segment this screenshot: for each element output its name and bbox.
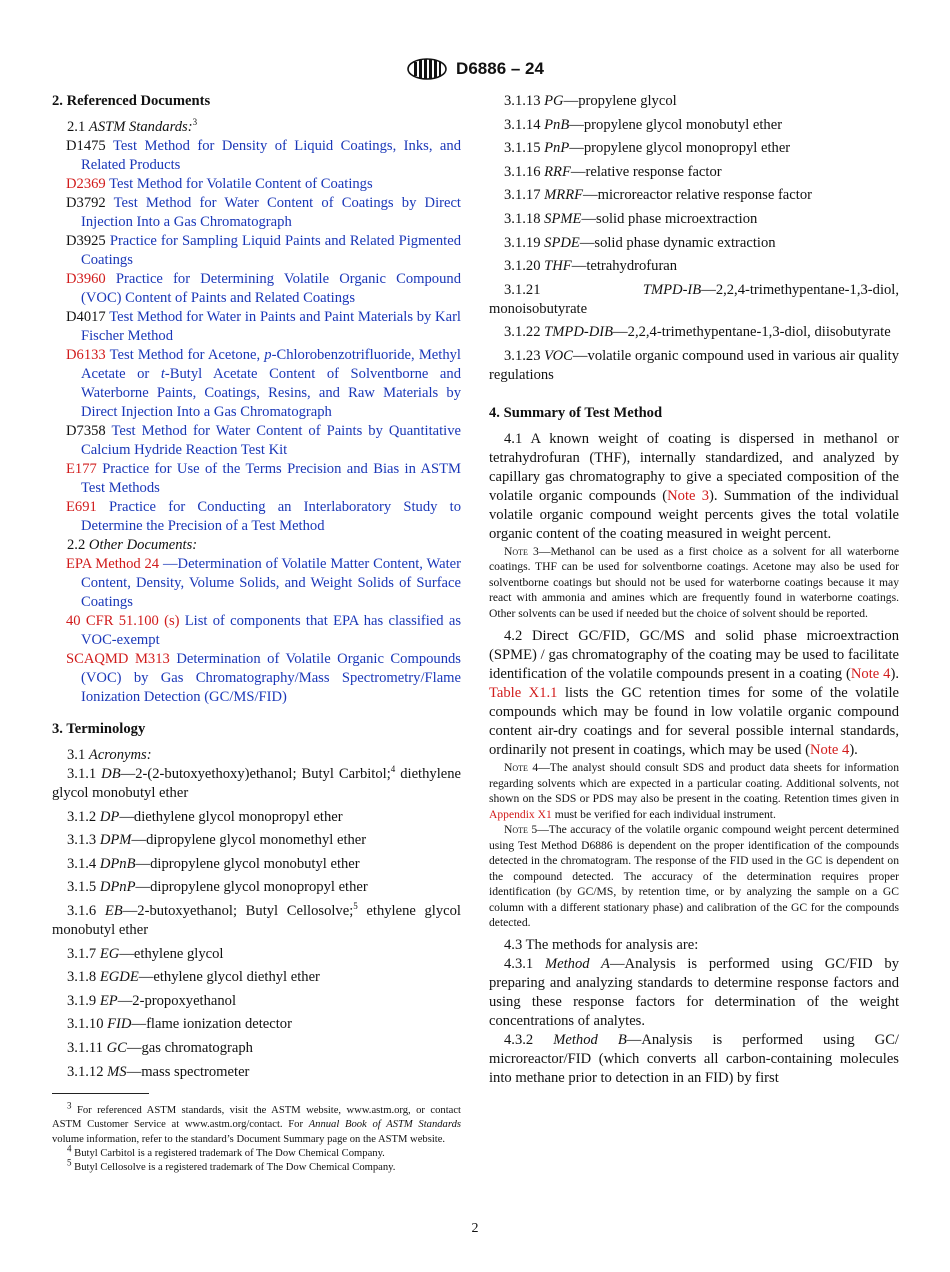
def-3-1-9: 3.1.9 EP—2-propoxyethanol — [67, 992, 237, 1009]
section-2-heading: 2. Referenced Documents — [52, 93, 211, 109]
def-3-1-2: 3.1.2 DP—diethylene glycol monopropyl ether — [67, 808, 343, 825]
section-4-heading: 4. Summary of Test Method — [489, 404, 663, 421]
left-column — [52, 92, 461, 1086]
ref-d2369 — [52, 175, 461, 194]
ref-40cfr-code-link[interactable]: 40 CFR 51.100 (s) — [66, 613, 180, 629]
ref-d1475-link[interactable]: Test Method for Density of Liquid Coatings, Inks, and Related Products — [81, 138, 461, 173]
paragraph-4-2: 4.2 Direct GC/FID, GC/MS and solid phase microextraction (SPME) / gas chromatography of the coating may be used to facilitate identification of the volatile compounds present in a coating (Note 4). Table X1.1 lists the GC retention times for some of the volatile compounds which may be found in low volatile organic compound content air-dry coatings and for several possible internal standards, ordinarily not present in coatings, which may be used (Note 4). — [489, 628, 899, 759]
ref-d7358: D7358 Test Method for Water Content of Paints by Quantitative Calcium Hydride Reaction Test Kit — [66, 423, 461, 458]
ref-40cfr — [52, 612, 461, 650]
def-3-1-11: 3.1.11 GC—gas chromatograph — [67, 1039, 253, 1056]
ref-d3925-link[interactable]: Practice for Sampling Liquid Paints and Related Pigmented Coatings — [81, 233, 462, 268]
def-3-1-21: 3.1.21 TMPD-IB—2,2,4-trimethypentane-1,3-diol, monoisobutyrate — [489, 281, 899, 317]
acronyms-intro: 3.1 Acronyms: — [67, 747, 152, 763]
section-3-heading: 3. Terminology — [52, 721, 146, 737]
def-3-1-22: 3.1.22 TMPD-DIB—2,2,4-trimethypentane-1,3-diol, diisobutyrate — [504, 324, 891, 341]
ref-scaqmd — [52, 650, 461, 707]
def-3-1-18: 3.1.18 SPME—solid phase microextraction — [504, 210, 758, 227]
def-3-1-5: 3.1.5 DPnP—dipropylene glycol monopropyl ether — [67, 879, 368, 896]
ref-e177-link[interactable]: Practice for Use of the Terms Precision and Bias in ASTM Test Methods — [81, 461, 461, 496]
page-header — [0, 58, 950, 80]
def-3-1-10: 3.1.10 FID—flame ionization detector — [67, 1016, 292, 1033]
paragraph-4-3-1: 4.3.1 Method A—Analysis is performed using GC/FID by preparing and analyzing standards to determine response factors and using these response factors for determination of the weight concentrations of analytes. — [489, 955, 899, 1029]
note-5: Note 5—The accuracy of the volatile organic compound weight percent determined using Test Method D6886 is dependent on the proper identification of the compounds detected in the chromatogram. The response of the FID used in the GC is dependent on the compound detected. The accuracy of the determination requires proper identification (by GC/MS, by retention time, or by analyzing the sample on a GC column with a different stationary phase) and calibration of the GC for the compounds detected. — [489, 823, 899, 930]
ref-e691-code-link[interactable]: E691 — [66, 499, 97, 515]
table-x1-1-link[interactable]: Table X1.1 — [489, 685, 558, 702]
ref-d3925: D3925 Practice for Sampling Liquid Paints and Related Pigmented Coatings — [66, 233, 462, 268]
def-3-1-3: 3.1.3 DPM—dipropylene glycol monomethyl ether — [67, 832, 367, 849]
ref-d3792-link[interactable]: Test Method for Water Content of Coatings by Direct Injection Into a Gas Chromatograph — [81, 195, 461, 230]
paragraph-4-3: 4.3 The methods for analysis are: — [504, 936, 699, 953]
ref-scaqmd-code-link[interactable]: SCAQMD M313 — [66, 651, 170, 667]
other-documents-intro: 2.2 Other Documents: — [67, 537, 198, 553]
footnote-4: $^4$ Butyl Carbitol is a registered trademark of The Dow Chemical Company. — [67, 1143, 385, 1159]
def-3-1-23: 3.1.23 VOC—volatile organic compound used in various air quality regulations — [489, 347, 899, 383]
def-3-1-16: 3.1.16 RRF—relative response factor — [504, 163, 722, 180]
footnote-5: $^5$ Butyl Cellosolve is a registered trademark of The Dow Chemical Company. — [67, 1157, 396, 1174]
ref-epa-code-link[interactable]: EPA Method 24 — [66, 556, 160, 572]
ref-d2369-code-link[interactable]: D2369 — [66, 176, 106, 192]
def-3-1-15: 3.1.15 PnP—propylene glycol monopropyl ether — [504, 140, 791, 157]
note-4: Note 4—The analyst should consult SDS and product data sheets for information regarding solvents which are expected in a particular coating. Additional solvents, not shown on the SDS or PDS may also be present in the coating. Retention times given in Appendix X1 must be verified for each individual instrument. — [489, 761, 899, 821]
ref-d3960-code-link[interactable]: D3960 — [66, 271, 106, 287]
ref-e177-code-link[interactable]: E177 — [66, 461, 97, 477]
ref-d3960 — [52, 270, 461, 308]
footnote-divider — [52, 1093, 149, 1094]
def-3-1-12: 3.1.12 MS—mass spectrometer — [67, 1063, 250, 1080]
def-3-1-17: 3.1.17 MRRF—microreactor relative response factor — [504, 187, 812, 204]
note-3: Note 3—Methanol can be used as a first choice as a solvent for all waterborne coatings. THF can be used for solventborne coatings. Acetone may also be used for solventborne coatings but should not be used for waterborne coatings because it may react with ammonia and amines which are frequently found in waterborne coatings. Other solvents can be used if needed but the choice of solvent should be reported. — [489, 544, 899, 620]
ref-d3792: D3792 Test Method for Water Content of Coatings by Direct Injection Into a Gas Chromatograph — [66, 195, 461, 230]
ref-d1475: D1475 Test Method for Density of Liquid Coatings, Inks, and Related Products — [66, 138, 461, 173]
note-4-link-2[interactable]: Note 4 — [809, 742, 850, 759]
def-3-1-6: 3.1.6 EB—2-butoxyethanol; Butyl Cellosolve;$^5$ ethylene glycol monobutyl ether — [52, 901, 461, 938]
ref-scaqmd-link[interactable]: Determination of Volatile Organic Compounds (VOC) by Gas Chromatography/Mass Spectrometry/Flame Ionization Detection (GC/MS/FID) — [81, 651, 461, 705]
ref-epa-link[interactable]: —Determination of Volatile Matter Content, Water Content, Density, Volume Solids, and Weight Solids of Surface Coatings — [81, 556, 461, 610]
ref-e691-link[interactable]: Practice for Conducting an Interlaboratory Study to Determine the Precision of a Test Method — [81, 499, 461, 534]
paragraph-4-1: 4.1 A known weight of coating is dispersed in methanol or tetrahydrofuran (THF), internally standardized, and analyzed by capillary gas chromatography to give a speciated composition of the volatile organic compounds (Note 3). Summation of the individual volatile organic compound weight percents gives the total volatile organic content of the coating measured in weight percent. — [489, 430, 899, 542]
note-3-link[interactable]: Note 3 — [667, 487, 710, 504]
def-3-1-14: 3.1.14 PnB—propylene glycol monobutyl ether — [504, 116, 783, 133]
ref-d6133-link[interactable]: Test Method for Acetone, p-Chlorobenzotrifluoride, Methyl Acetate or t-Butyl Acetate Content of Solventborne and Waterborne Paints, Coatings, Resins, and Raw Materials by Direct Injection Into a Gas Chromatograph — [81, 347, 461, 420]
ref-epa-method-24 — [52, 555, 461, 612]
ref-d4017: D4017 Test Method for Water in Paints and Paint Materials by Karl Fischer Method — [66, 309, 461, 344]
def-3-1-7: 3.1.7 EG—ethylene glycol — [67, 945, 224, 962]
def-3-1-19: 3.1.19 SPDE—solid phase dynamic extraction — [504, 234, 776, 251]
ref-d7358-link[interactable]: Test Method for Water Content of Paints by Quantitative Calcium Hydride Reaction Test Kit — [81, 423, 461, 458]
def-3-1-8: 3.1.8 EGDE—ethylene glycol diethyl ether — [67, 969, 320, 986]
ref-d6133 — [52, 346, 461, 422]
ref-d2369-link[interactable]: Test Method for Volatile Content of Coatings — [109, 176, 373, 192]
footnotes — [52, 1100, 461, 1175]
def-3-1-13: 3.1.13 PG—propylene glycol — [504, 93, 677, 109]
ref-e177 — [52, 460, 461, 498]
ref-d6133-code-link[interactable]: D6133 — [66, 347, 106, 363]
def-3-1-20: 3.1.20 THF—tetrahydrofuran — [504, 258, 678, 275]
paragraph-4-3-2: 4.3.2 Method B—Analysis is performed using GC/ microreactor/FID (which converts all carbon-containing molecules into methane prior to detection in an FID) by first — [489, 1031, 899, 1086]
def-3-1-1: 3.1.1 DB—2-(2-butoxyethoxy)ethanol; Butyl Carbitol;$^4$ diethylene glycol monobutyl ether — [52, 764, 462, 801]
footnote-3: $^3$ For referenced ASTM standards, visit the ASTM website, www.astm.org, or contact ASTM Customer Service at www.astm.org/contact. For Annual Book of ASTM Standards volume information, refer to the standard’s Document Summary page on the ASTM website. — [52, 1100, 461, 1145]
appendix-x1-link[interactable]: Appendix X1 — [489, 807, 552, 821]
note-4-link[interactable]: Note 4 — [850, 666, 891, 683]
document-designation: D6886 – 24 — [456, 59, 544, 78]
ref-d3960-link[interactable]: Practice for Determining Volatile Organic Compound (VOC) Content of Paints and Related Coatings — [81, 271, 461, 306]
def-3-1-4: 3.1.4 DPnB—dipropylene glycol monobutyl ether — [67, 855, 360, 872]
ref-e691 — [52, 498, 461, 536]
right-column — [489, 92, 899, 1088]
page-number: 2 — [471, 1221, 479, 1236]
ref-d4017-link[interactable]: Test Method for Water in Paints and Paint Materials by Karl Fischer Method — [81, 309, 461, 344]
ref-40cfr-link[interactable]: List of components that EPA has classified as VOC-exempt — [81, 613, 462, 648]
astm-standards-intro: 2.1 ASTM Standards:$^3$ — [67, 117, 198, 135]
astm-logo-icon — [406, 58, 448, 80]
